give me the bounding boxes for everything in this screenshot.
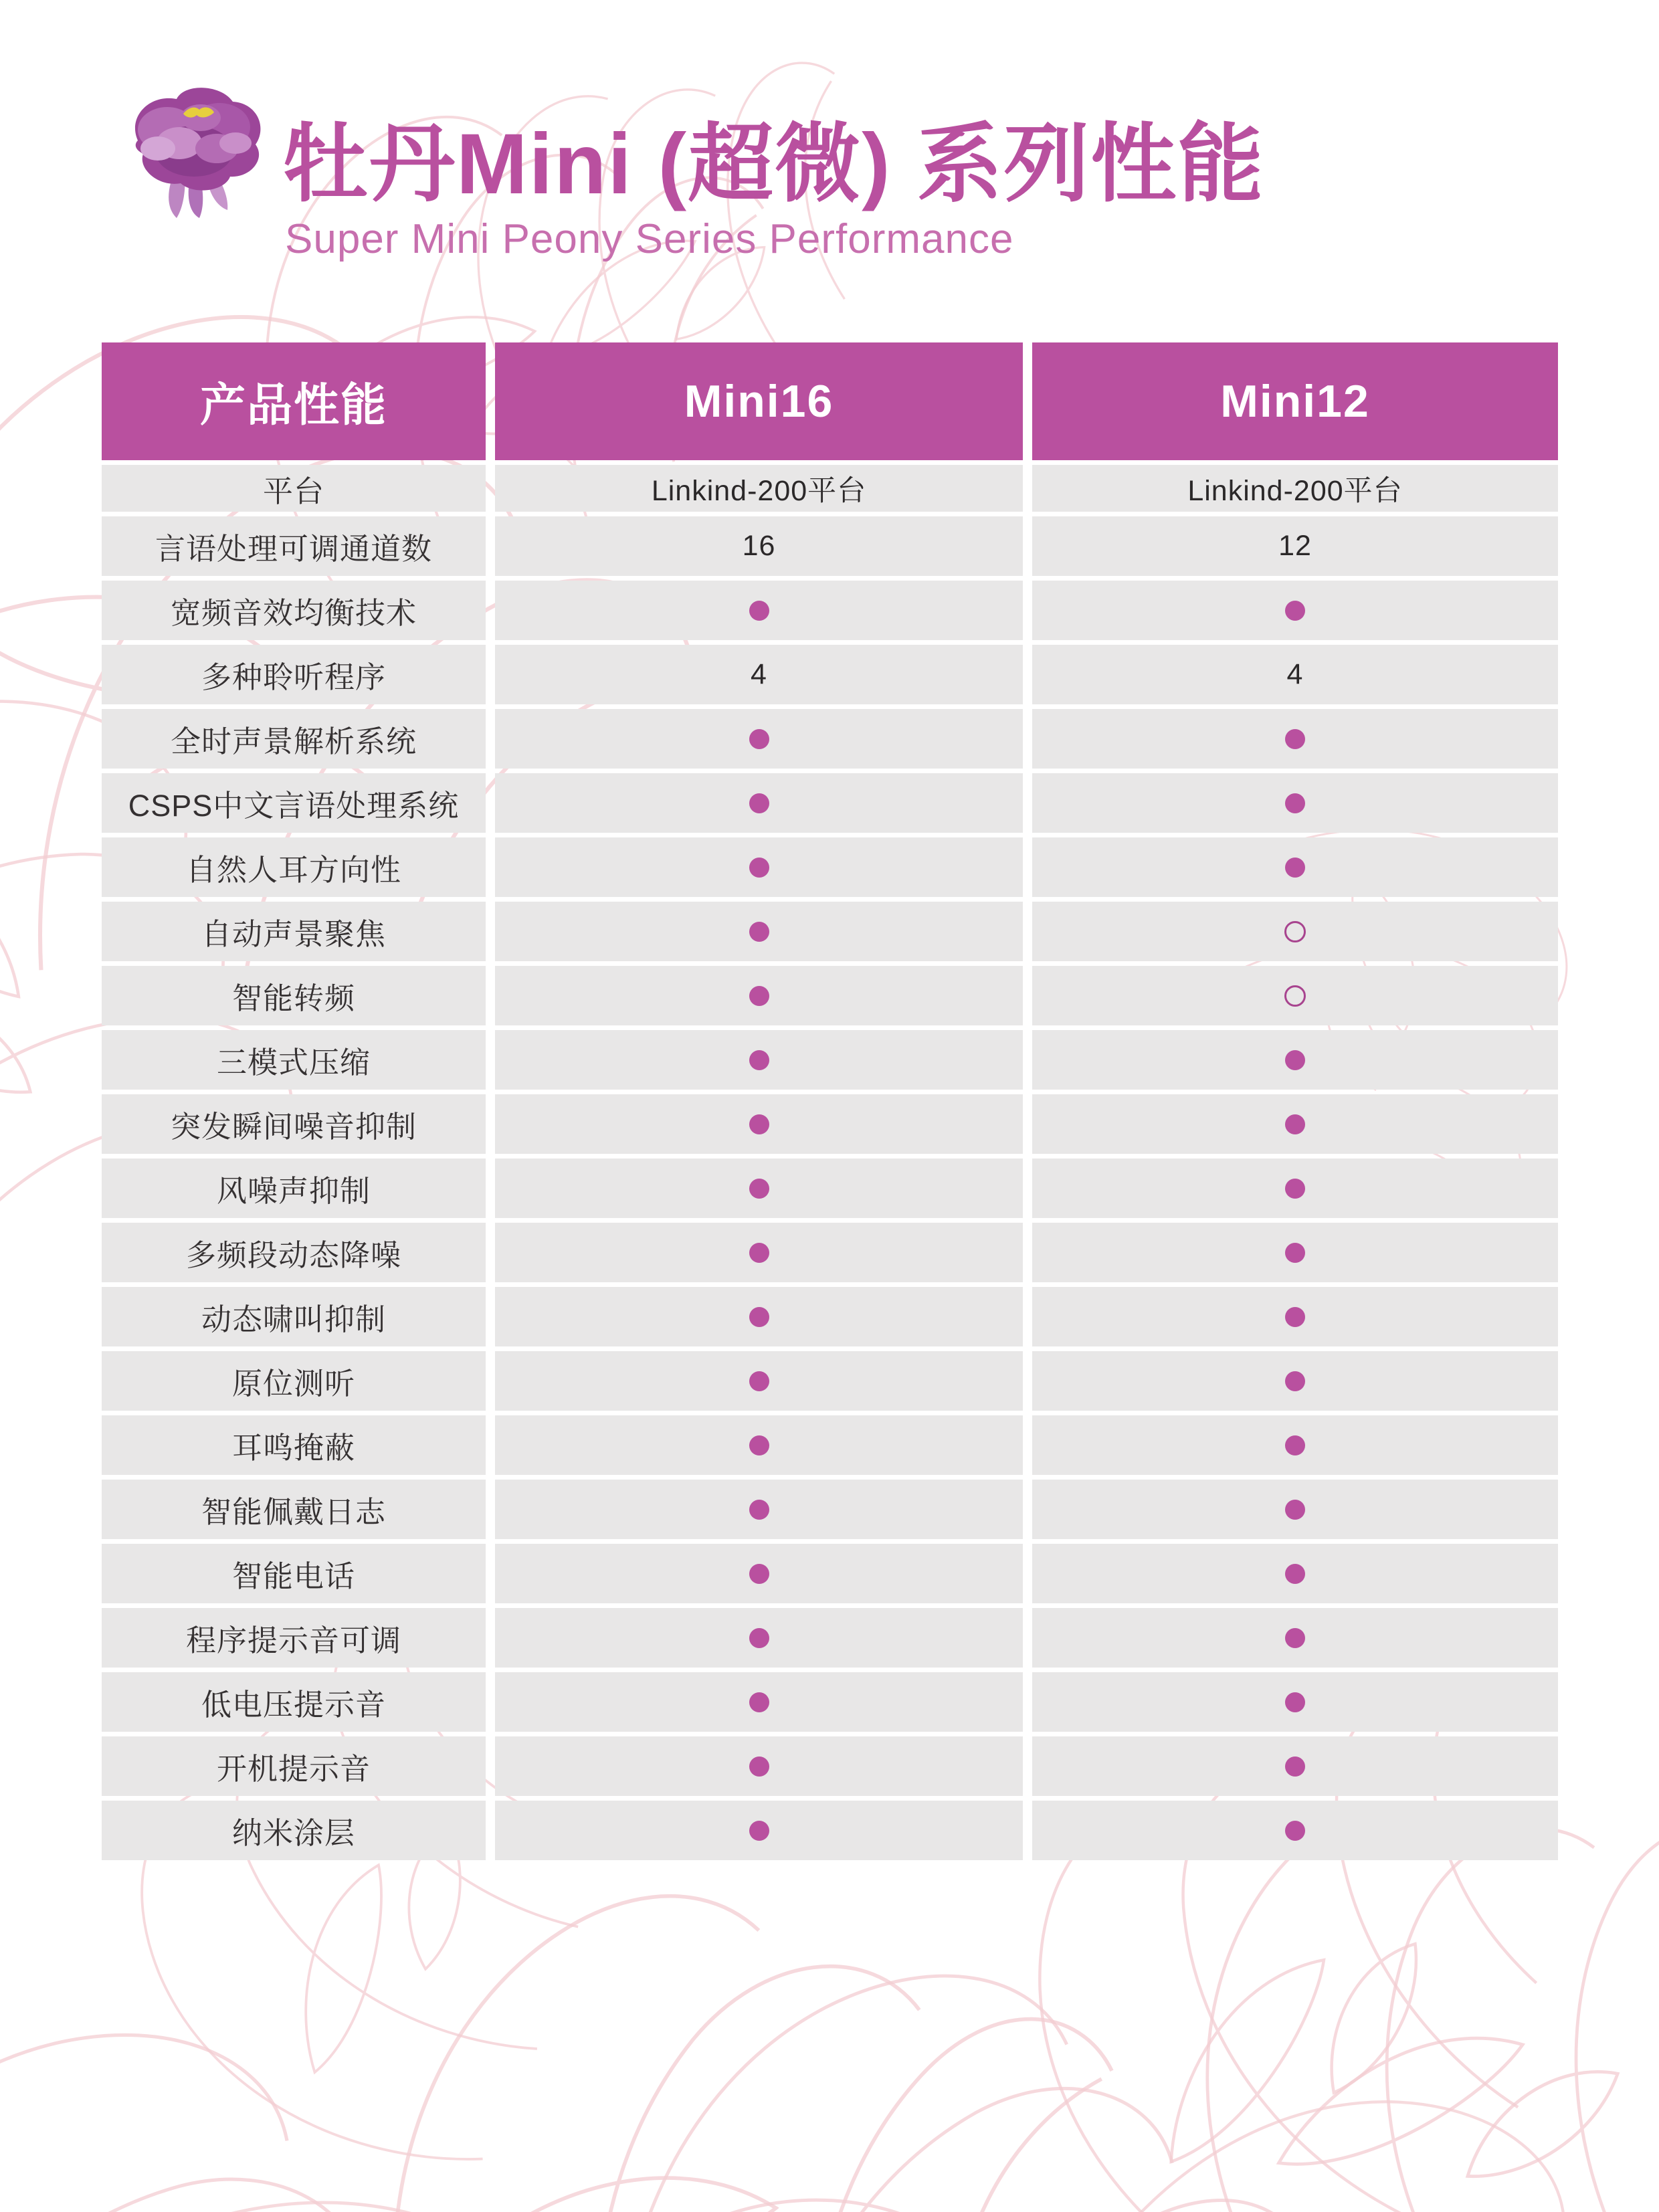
feature-label-cell: 低电压提示音 <box>102 1672 486 1732</box>
mini16-value-cell <box>495 1030 1023 1090</box>
mini16-value-cell <box>495 1159 1023 1218</box>
feature-supported-dot-icon <box>1285 1435 1305 1455</box>
feature-supported-dot-icon <box>1285 1050 1305 1070</box>
mini12-value-cell <box>1032 465 1558 512</box>
table-row <box>102 1030 1558 1090</box>
feature-supported-dot-icon <box>1285 1564 1305 1584</box>
feature-supported-dot-icon <box>1285 858 1305 878</box>
feature-supported-dot-icon <box>749 1821 769 1841</box>
feature-label-cell: 三模式压缩 <box>102 1030 486 1090</box>
feature-label-cell: 原位测听 <box>102 1351 486 1411</box>
feature-supported-dot-icon <box>749 1371 769 1391</box>
table-row <box>102 581 1558 640</box>
mini16-value-cell <box>495 516 1023 576</box>
mini16-value-cell <box>495 773 1023 833</box>
mini12-value-cell <box>1032 1608 1558 1668</box>
table-row <box>102 1544 1558 1603</box>
mini12-value-cell <box>1032 1287 1558 1346</box>
table-row <box>102 966 1558 1025</box>
mini12-value-cell <box>1032 1030 1558 1090</box>
mini16-value-cell <box>495 1287 1023 1346</box>
mini16-value-cell <box>495 1608 1023 1668</box>
feature-supported-dot-icon <box>749 858 769 878</box>
mini16-value-cell <box>495 1480 1023 1539</box>
mini16-value-cell <box>495 709 1023 769</box>
feature-supported-dot-icon <box>749 1628 769 1648</box>
table-row <box>102 902 1558 961</box>
feature-label-cell: 程序提示音可调 <box>102 1608 486 1668</box>
feature-supported-dot-icon <box>1285 793 1305 813</box>
table-row <box>102 837 1558 897</box>
mini12-value-cell <box>1032 966 1558 1025</box>
feature-supported-dot-icon <box>1285 1114 1305 1134</box>
mini16-value-text: Linkind-200平台 <box>651 474 867 507</box>
mini16-value-text: 4 <box>751 658 767 690</box>
feature-supported-dot-icon <box>749 1114 769 1134</box>
feature-unsupported-circle-icon <box>1284 985 1306 1007</box>
mini12-value-cell <box>1032 581 1558 640</box>
feature-supported-dot-icon <box>749 1435 769 1455</box>
table-row <box>102 1480 1558 1539</box>
table-row <box>102 1094 1558 1154</box>
feature-supported-dot-icon <box>749 1243 769 1263</box>
feature-label-cell: 风噪声抑制 <box>102 1159 486 1218</box>
feature-label-cell: 全时声景解析系统 <box>102 709 486 769</box>
feature-supported-dot-icon <box>1285 1307 1305 1327</box>
mini16-value-cell <box>495 1801 1023 1860</box>
feature-supported-dot-icon <box>1285 729 1305 749</box>
feature-label-cell: 言语处理可调通道数 <box>102 516 486 576</box>
feature-label-cell: 开机提示音 <box>102 1736 486 1796</box>
table-row <box>102 1351 1558 1411</box>
peony-flower-logo <box>115 79 276 219</box>
feature-unsupported-circle-icon <box>1284 921 1306 942</box>
mini12-value-cell <box>1032 1480 1558 1539</box>
mini16-value-cell <box>495 902 1023 961</box>
column-header-mini12: Mini12 <box>1032 342 1558 460</box>
feature-label-cell: CSPS中文言语处理系统 <box>102 773 486 833</box>
table-row <box>102 1159 1558 1218</box>
feature-supported-dot-icon <box>1285 1692 1305 1712</box>
feature-supported-dot-icon <box>1285 1628 1305 1648</box>
mini12-value-text: 12 <box>1278 530 1312 562</box>
feature-label-cell: 多频段动态降噪 <box>102 1223 486 1282</box>
mini12-value-cell <box>1032 1159 1558 1218</box>
feature-label-cell: 耳鸣掩蔽 <box>102 1415 486 1475</box>
mini12-value-cell <box>1032 1223 1558 1282</box>
table-row <box>102 516 1558 576</box>
mini12-value-cell <box>1032 837 1558 897</box>
feature-supported-dot-icon <box>749 729 769 749</box>
mini16-value-cell <box>495 1736 1023 1796</box>
mini12-value-text: Linkind-200平台 <box>1187 474 1403 507</box>
table-row <box>102 1801 1558 1860</box>
table-row <box>102 1672 1558 1732</box>
page-title: 牡丹Mini (超微) 系列性能 <box>282 116 1265 212</box>
mini12-value-cell <box>1032 1094 1558 1154</box>
table-row <box>102 709 1558 769</box>
mini16-value-cell <box>495 966 1023 1025</box>
mini12-value-cell <box>1032 645 1558 704</box>
table-header-row <box>102 342 1558 460</box>
feature-supported-dot-icon <box>1285 1500 1305 1520</box>
mini12-value-text: 4 <box>1286 658 1304 690</box>
mini16-value-cell <box>495 645 1023 704</box>
feature-label-cell: 智能电话 <box>102 1544 486 1603</box>
mini12-value-cell <box>1032 1672 1558 1732</box>
table-body <box>102 465 1558 1860</box>
feature-label-cell: 动态啸叫抑制 <box>102 1287 486 1346</box>
feature-label-cell: 自动声景聚焦 <box>102 902 486 961</box>
feature-supported-dot-icon <box>749 1050 769 1070</box>
feature-label-cell: 纳米涂层 <box>102 1801 486 1860</box>
mini12-value-cell <box>1032 709 1558 769</box>
feature-supported-dot-icon <box>749 1564 769 1584</box>
feature-label-cell: 多种聆听程序 <box>102 645 486 704</box>
feature-supported-dot-icon <box>749 986 769 1006</box>
mini16-value-cell <box>495 581 1023 640</box>
mini16-value-cell <box>495 1672 1023 1732</box>
feature-label-cell: 智能转频 <box>102 966 486 1025</box>
mini12-value-cell <box>1032 902 1558 961</box>
feature-supported-dot-icon <box>749 1500 769 1520</box>
table-row <box>102 1415 1558 1475</box>
feature-supported-dot-icon <box>749 1179 769 1199</box>
table-row <box>102 1287 1558 1346</box>
feature-supported-dot-icon <box>1285 601 1305 621</box>
feature-supported-dot-icon <box>1285 1243 1305 1263</box>
page-subtitle: Super Mini Peony Series Performance <box>285 216 1014 262</box>
performance-table <box>102 342 1558 1865</box>
table-row <box>102 645 1558 704</box>
mini12-value-cell <box>1032 1736 1558 1796</box>
table-row <box>102 1223 1558 1282</box>
feature-label-cell: 智能佩戴日志 <box>102 1480 486 1539</box>
mini16-value-cell <box>495 1351 1023 1411</box>
mini16-value-text: 16 <box>742 530 776 562</box>
feature-supported-dot-icon <box>1285 1821 1305 1841</box>
mini12-value-cell <box>1032 1801 1558 1860</box>
mini16-value-cell <box>495 465 1023 512</box>
table-row <box>102 773 1558 833</box>
feature-label-cell: 平台 <box>102 465 486 512</box>
feature-label-cell: 宽频音效均衡技术 <box>102 581 486 640</box>
feature-supported-dot-icon <box>749 922 769 942</box>
feature-label-cell: 自然人耳方向性 <box>102 837 486 897</box>
feature-supported-dot-icon <box>749 601 769 621</box>
mini16-value-cell <box>495 1544 1023 1603</box>
table-row <box>102 1608 1558 1668</box>
table-row <box>102 1736 1558 1796</box>
mini12-value-cell <box>1032 516 1558 576</box>
feature-supported-dot-icon <box>749 793 769 813</box>
feature-supported-dot-icon <box>749 1307 769 1327</box>
column-header-product-performance: 产品性能 <box>102 342 486 460</box>
mini12-value-cell <box>1032 1415 1558 1475</box>
feature-label-cell: 突发瞬间噪音抑制 <box>102 1094 486 1154</box>
mini16-value-cell <box>495 1223 1023 1282</box>
mini16-value-cell <box>495 1415 1023 1475</box>
mini12-value-cell <box>1032 773 1558 833</box>
column-header-mini16: Mini16 <box>495 342 1023 460</box>
feature-supported-dot-icon <box>1285 1371 1305 1391</box>
feature-supported-dot-icon <box>749 1692 769 1712</box>
feature-supported-dot-icon <box>1285 1756 1305 1777</box>
mini12-value-cell <box>1032 1351 1558 1411</box>
mini12-value-cell <box>1032 1544 1558 1603</box>
mini16-value-cell <box>495 837 1023 897</box>
feature-supported-dot-icon <box>749 1756 769 1777</box>
table-row <box>102 465 1558 512</box>
mini16-value-cell <box>495 1094 1023 1154</box>
feature-supported-dot-icon <box>1285 1179 1305 1199</box>
